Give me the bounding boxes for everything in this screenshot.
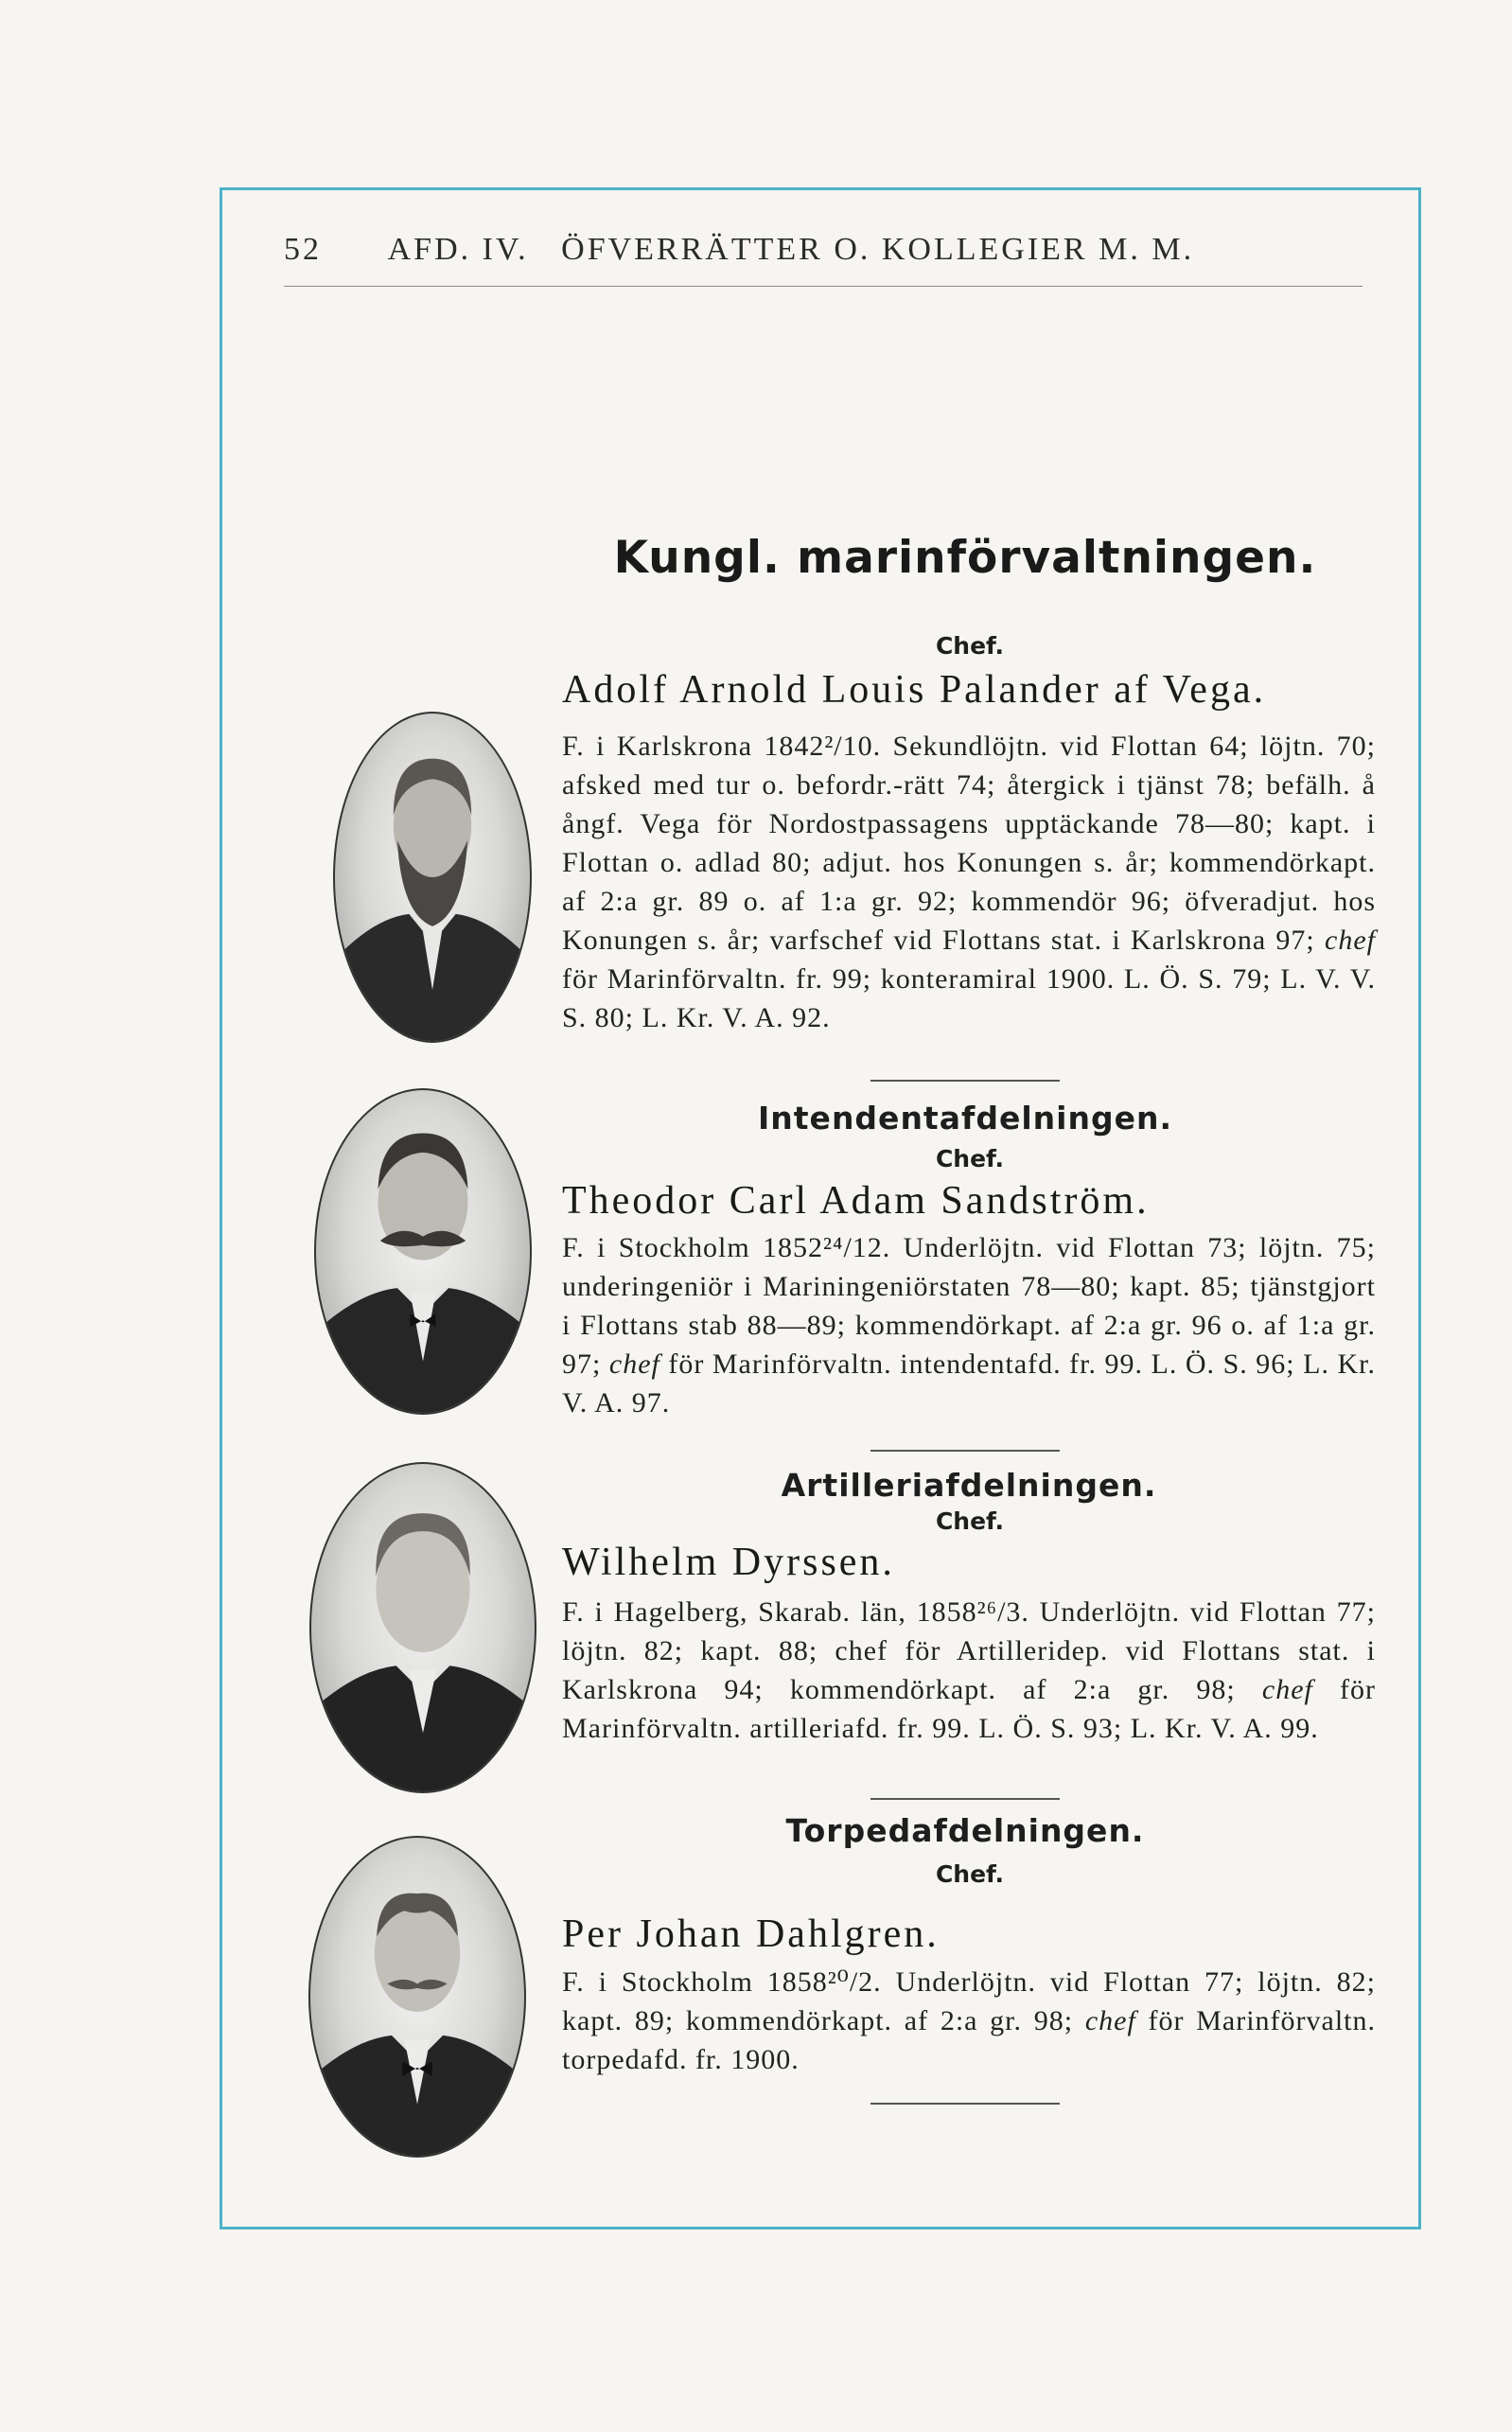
running-header [284,232,1353,268]
role-label: Chef. [935,1860,1005,1888]
portrait-sandstrom [314,1088,532,1415]
biography: F. i Hagelberg, Skarab. län, 1858²⁶/3. Underlöjtn. vid Flottan 77; löjtn. 82; kapt. 88; chef för Artilleridep. vid Flottans stat. i Karlskrona 94; kommendörkapt. af 2:a gr. 98; chef för Marinförvaltn. artilleriafd. fr. 99. L. Ö. S. 93; L. Kr. V. A. 99. [562,1596,1377,1744]
person-name: Per Johan Dahlgren. [562,1912,940,1956]
portrait-dyrssen [309,1462,536,1793]
biography: F. i Stockholm 1852²⁴/12. Underlöjtn. vid Flottan 73; löjtn. 75; underingeniör i Mariningeniörstaten 78—80; kapt. 85; tjänstgjort i Flottans stab 88—89; kommendörkapt. af 2:a gr. 96 o. af 1:a gr. 97; chef för Marinförvaltn. intendentafd. fr. 99. L. Ö. S. 96; L. Kr. V. A. 97. [562,1232,1376,1419]
page-number: 52 [284,232,322,267]
section-heading: Artilleriafdelningen. [781,1467,1157,1504]
section-heading: Intendentafdelningen. [758,1100,1172,1137]
person-name: Wilhelm Dyrssen. [562,1541,895,1584]
person-name: Theodor Carl Adam Sandström. [562,1179,1150,1223]
entry-separator [870,1450,1060,1452]
entry-separator [870,1798,1060,1800]
header-rule [284,286,1363,287]
person-name: Adolf Arnold Louis Palander af Vega. [562,668,1267,712]
portrait-dahlgren [308,1836,526,2158]
role-label: Chef. [935,1507,1005,1535]
entry-separator [870,1080,1060,1082]
running-title: AFD. IV. ÖFVERRÄTTER O. KOLLEGIER M. M. [387,232,1195,267]
entry-separator [870,2103,1060,2105]
role-label: Chef. [935,1145,1005,1172]
section-heading: Torpedafdelningen. [785,1812,1145,1849]
page-title: Kungl. marinförvaltningen. [613,532,1317,584]
biography: F. i Karlskrona 1842²/10. Sekundlöjtn. vid Flottan 64; löjtn. 70; afsked med tur o. befordr.-rätt 74; återgick i tjänst 78; befälh. å ångf. Vega för Nordostpassagens upptäckande 78—80; kapt. i Flottan o. adlad 80; adjut. hos Konungen s. år; kommendörkapt. af 2:a gr. 89 o. af 1:a gr. 92; kommendör 96; öfveradjut. hos Konungen s. år; varfschef vid Flottans stat. i Karlskrona 97; chef för Marinförvaltn. fr. 99; konteramiral 1900. L. Ö. S. 79; L. V. V. S. 80; L. Kr. V. A. 92. [562,731,1376,1033]
biography: F. i Stockholm 1858²⁰/2. Underlöjtn. vid Flottan 77; löjtn. 82; kapt. 89; kommendörkapt. af 2:a gr. 98; chef för Marinförvaltn. torpedafd. fr. 1900. [562,1966,1377,2075]
role-label: Chef. [935,632,1005,660]
portrait-palander [333,712,532,1043]
